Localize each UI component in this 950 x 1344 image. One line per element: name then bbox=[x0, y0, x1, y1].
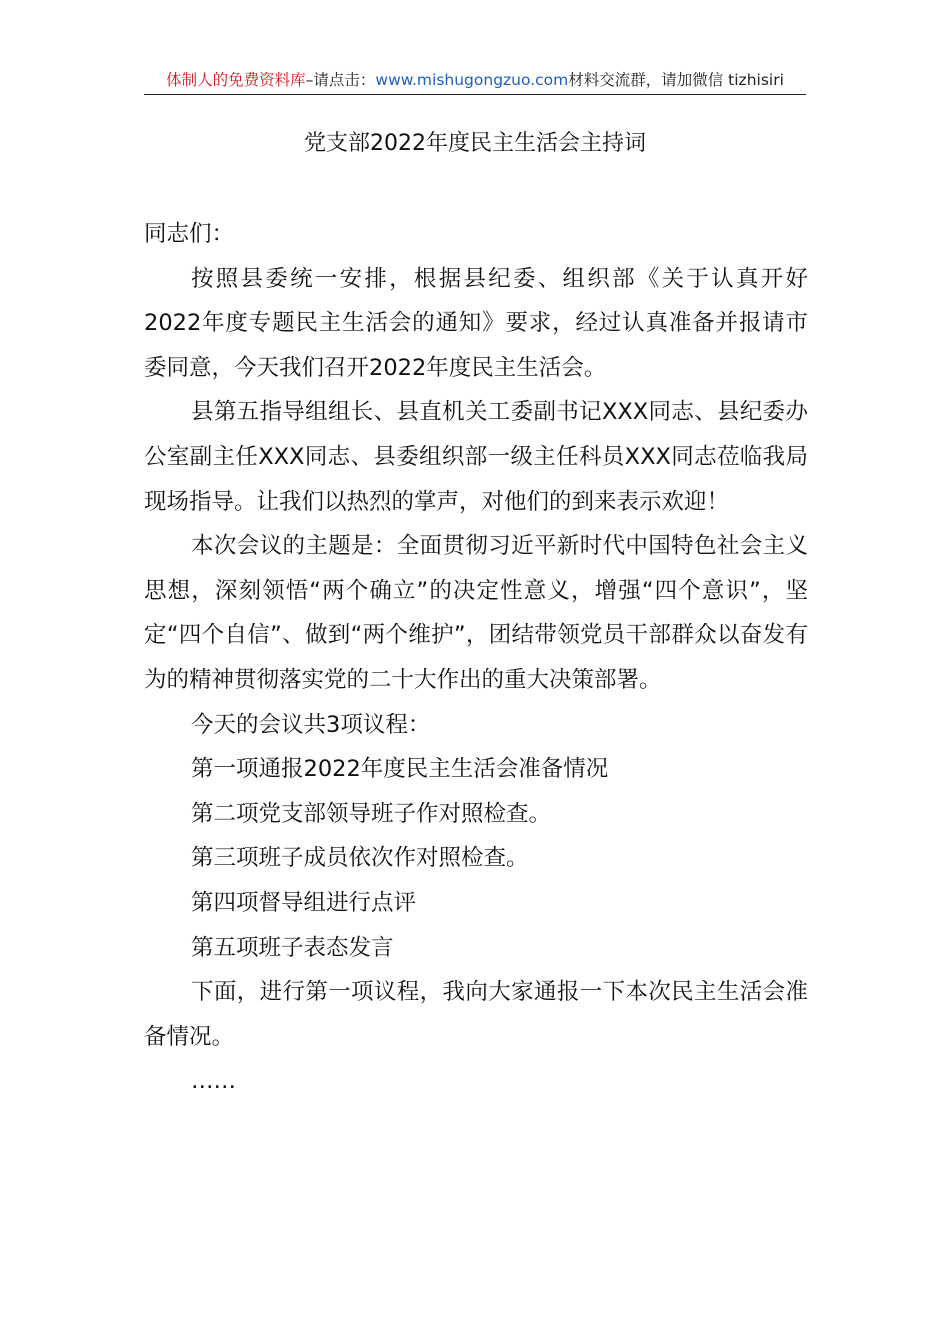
paragraph-first-item: 下面，进行第一项议程，我向大家通报一下本次民主生活会准备情况。 bbox=[144, 979, 808, 1050]
ellipsis: …… bbox=[191, 1068, 236, 1095]
agenda-item-3: 第三项班子成员依次作对照检查。 bbox=[191, 845, 529, 872]
agenda-item-4: 第四项督导组进行点评 bbox=[191, 889, 417, 916]
agenda-item-2: 第二项党支部领导班子作对照检查。 bbox=[191, 800, 552, 827]
header-brand: 体制人的免费资料库 bbox=[166, 71, 306, 89]
header-url-link[interactable]: www.mishugongzuo.com bbox=[375, 71, 569, 89]
paragraph-theme: 本次会议的主题是：全面贯彻习近平新时代中国特色社会主义思想，深刻领悟“两个确立”的决定性意义，增强“四个意识”，坚定“四个自信”、做到“两个维护”，团结带领党员干部群众以奋发有为的精神贯彻落实党的二十大作出的重大决策部署。 bbox=[144, 533, 808, 693]
agenda-item-5: 第五项班子表态发言 bbox=[191, 934, 394, 961]
salutation: 同志们： bbox=[144, 221, 235, 247]
header-wechat-note: 材料交流群，请加微信 tizhisiri bbox=[568, 71, 784, 89]
agenda-intro: 今天的会议共3项议程： bbox=[191, 711, 431, 738]
page-header bbox=[144, 66, 806, 95]
paragraph-arrangement: 按照县委统一安排，根据县纪委、组织部《关于认真开好2022年度专题民主生活会的通知》要求，经过认真准备并报请市委同意，今天我们召开2022年度民主生活会。 bbox=[144, 265, 808, 381]
paragraph-guests: 县第五指导组组长、县直机关工委副书记XXX同志、县纪委办公室副主任XXX同志、县委组织部一级主任科员XXX同志莅临我局现场指导。让我们以热烈的掌声，对他们的到来表示欢迎！ bbox=[144, 399, 808, 515]
document-title: 党支部2022年度民主生活会主持词 bbox=[304, 131, 646, 156]
header-click-prompt: –请点击： bbox=[305, 71, 376, 89]
document-body bbox=[144, 212, 808, 1104]
agenda-item-1: 第一项通报2022年度民主生活会准备情况 bbox=[191, 756, 609, 783]
